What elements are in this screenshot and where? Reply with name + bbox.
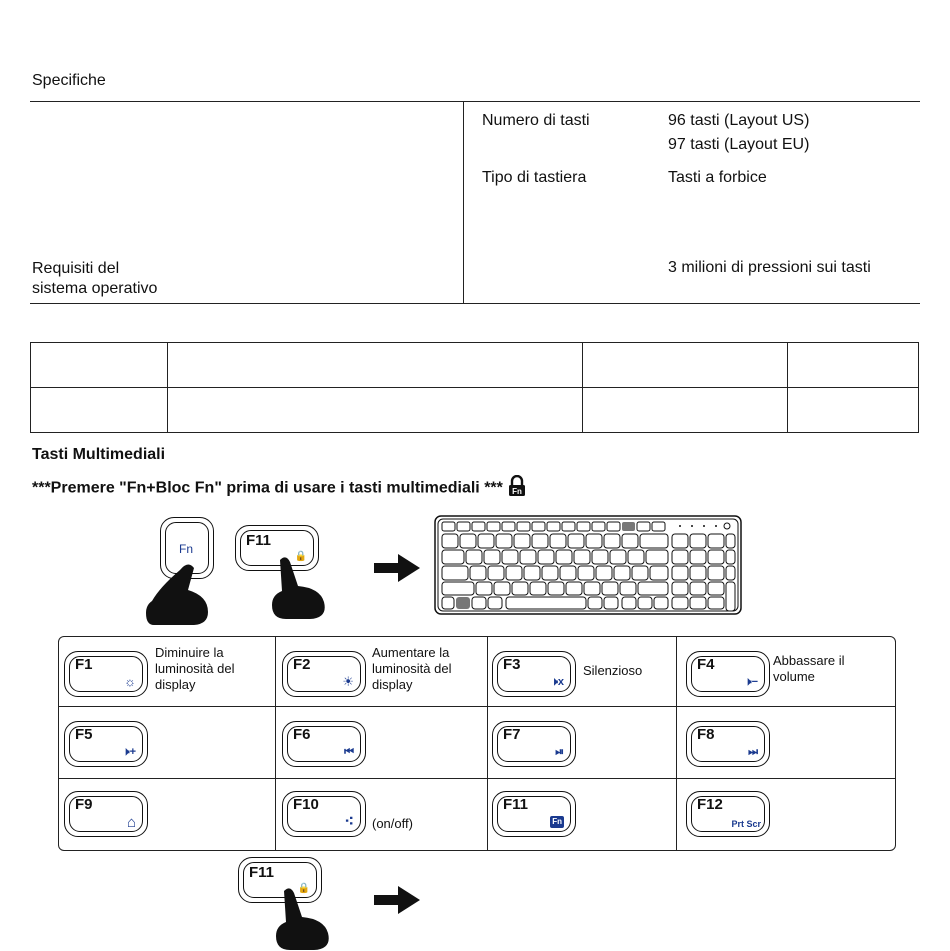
spec-value-lifespan: 3 milioni di pressioni sui tasti: [668, 259, 871, 276]
next-track-icon: ⏭: [748, 746, 758, 758]
hand-press-icon: [268, 555, 338, 620]
f9-key[interactable]: [64, 791, 148, 837]
spec-label-os-line2: sistema operativo: [32, 280, 158, 297]
f1-description: Diminuire la luminosità del display: [155, 645, 235, 692]
f1-key-label: F1: [75, 656, 93, 673]
home-icon: ⌂: [126, 814, 136, 831]
table-cell: [583, 343, 788, 388]
table-cell: [788, 388, 919, 433]
volume-down-icon: 🕨−: [744, 676, 758, 688]
f11-demo-label: F11: [246, 532, 272, 549]
f3-key[interactable]: [492, 651, 576, 697]
f10-key[interactable]: [282, 791, 366, 837]
f11-key-label: F11: [503, 796, 529, 813]
fn-key-label: Fn: [179, 542, 194, 556]
f7-key[interactable]: [492, 721, 576, 767]
f2-key-label: F2: [293, 656, 311, 673]
f11-key[interactable]: [492, 791, 576, 837]
hand-press-icon: [272, 883, 342, 951]
print-screen-icon: Prt Scr: [731, 819, 761, 829]
mute-icon: 🕨x: [550, 676, 564, 688]
table-cell: [788, 343, 919, 388]
f12-key[interactable]: [686, 791, 770, 837]
spec-value-eu-layout: 97 tasti (Layout EU): [668, 136, 810, 153]
f4-key[interactable]: [686, 651, 770, 697]
brightness-down-icon: ☼: [124, 674, 136, 689]
f2-key[interactable]: [282, 651, 366, 697]
spec-value-keyboard-type: Tasti a forbice: [668, 169, 767, 186]
f3-key-label: F3: [503, 656, 521, 673]
f2-description: Aumentare la luminosità del display: [372, 645, 452, 692]
f4-description: Abbassare il volume: [773, 653, 845, 684]
specs-column-divider: [463, 101, 464, 304]
table-cell: [168, 343, 583, 388]
arrow-right-icon: [374, 554, 420, 582]
multimedia-title: Tasti Multimediali: [32, 446, 166, 463]
f10-key-label: F10: [293, 796, 319, 813]
multimedia-notice: [32, 475, 527, 502]
notice-text: ***Premere "Fn+Bloc Fn" prima di usare i tasti multimediali ***: [32, 479, 503, 497]
spec-label-keyboard-type: Tipo di tastiera: [482, 169, 587, 186]
f5-key-label: F5: [75, 726, 93, 743]
volume-up-icon: 🕨+: [122, 746, 136, 758]
fn-lock-icon: Fn: [552, 817, 562, 826]
fn-lock-icon: [507, 475, 527, 502]
f7-key-label: F7: [503, 726, 521, 743]
f3-description: Silenzioso: [583, 663, 643, 678]
specs-top-rule: [30, 101, 920, 102]
fn-lock-icon: 🔒: [294, 551, 307, 562]
brightness-up-icon: ☀: [342, 674, 354, 689]
f9-key-label: F9: [75, 796, 93, 813]
table-cell: [31, 388, 168, 433]
fn-lock-icon: 🔒: [297, 883, 310, 894]
f6-key[interactable]: [282, 721, 366, 767]
hand-press-icon: [140, 560, 220, 625]
f1-key[interactable]: [64, 651, 148, 697]
f6-key-label: F6: [293, 726, 311, 743]
empty-grid-table: [30, 342, 919, 433]
table-cell: [31, 343, 168, 388]
specs-title: Specifiche: [32, 72, 106, 89]
previous-track-icon: ⏮: [344, 746, 354, 758]
f10-description: (on/off): [372, 816, 413, 831]
f8-key[interactable]: [686, 721, 770, 767]
f11-bottom-demo-label: F11: [249, 864, 275, 881]
f12-key-label: F12: [697, 796, 723, 813]
f4-key-label: F4: [697, 656, 715, 673]
table-cell: [168, 388, 583, 433]
backlight-icon: ⁖: [344, 813, 354, 829]
spec-label-os-line1: Requisiti del: [32, 260, 120, 277]
table-cell: [583, 388, 788, 433]
f8-key-label: F8: [697, 726, 715, 743]
arrow-right-icon: [374, 886, 420, 914]
specs-bottom-rule: [30, 303, 920, 304]
play-pause-icon: ⏯: [555, 746, 564, 758]
spec-label-key-count: Numero di tasti: [482, 112, 590, 129]
keyboard-illustration: [434, 515, 742, 615]
spec-value-us-layout: 96 tasti (Layout US): [668, 112, 810, 129]
f5-key[interactable]: [64, 721, 148, 767]
svg-text:Fn: Fn: [512, 487, 523, 496]
